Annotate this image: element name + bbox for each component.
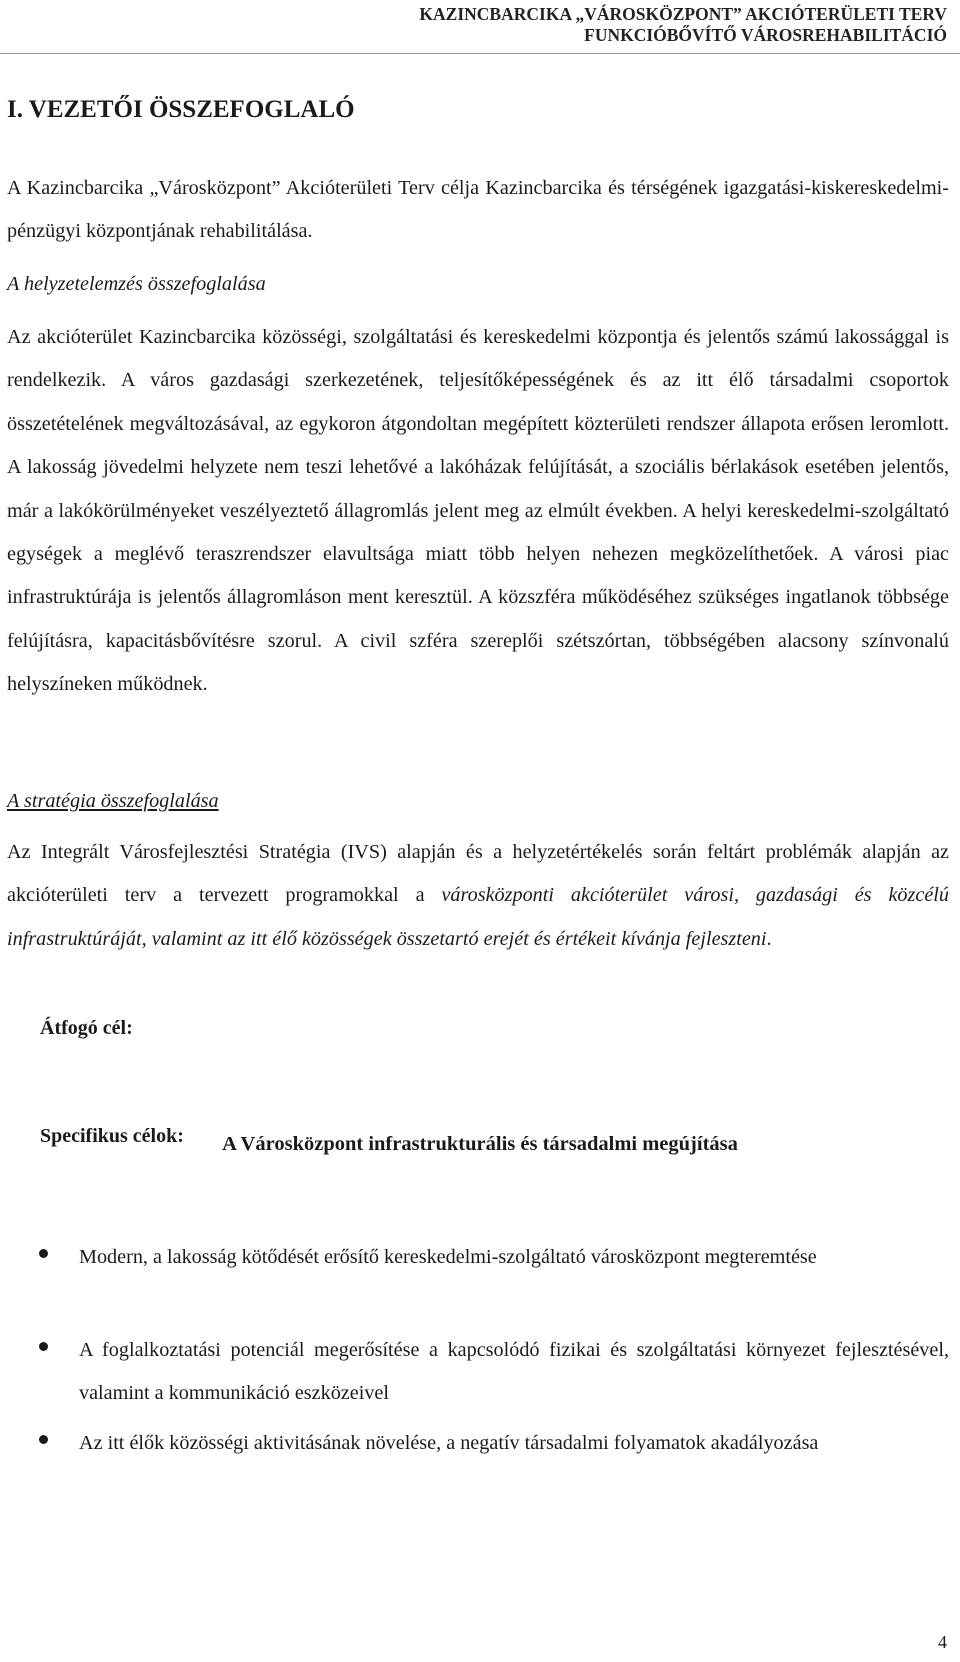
strategy-text: Az Integrált Városfejlesztési Stratégia (IVS) alapján és a helyzetértékelés során feltárt problémák alapján az akcióterületi terv a tervezett programokkal a bbox=[7, 841, 949, 907]
header-line-2: FUNKCIÓBŐVÍTŐ VÁROSREHABILITÁCIÓ bbox=[584, 25, 947, 45]
bullet-icon bbox=[39, 1435, 48, 1444]
list-item-text: A foglalkoztatási potenciál megerősítése a kapcsolódó fizikai és szolgáltatási környezet fejlesztésével, valamint a kommunikáció eszközeivel bbox=[79, 1339, 949, 1405]
bullet-icon bbox=[39, 1342, 48, 1351]
header-divider bbox=[0, 53, 960, 54]
specific-goals-label: Specifikus célok: bbox=[40, 1125, 184, 1147]
intro-paragraph: A Kazincbarcika „Városközpont” Akcióterületi Terv célja Kazincbarcika és térségének igazgatási-kiskereskedelmi-pénzügyi központjának rehabilitálása. bbox=[7, 177, 949, 243]
overall-goal-text: A Városközpont infrastrukturális és társadalmi megújítása bbox=[222, 1133, 738, 1155]
strategy-heading: A stratégia összefoglalása bbox=[7, 790, 219, 812]
list-item-text: Az itt élők közösségi aktivitásának növelése, a negatív társadalmi folyamatok akadályozása bbox=[79, 1432, 819, 1454]
strategy-paragraph bbox=[7, 831, 949, 961]
list-item-text: Modern, a lakosság kötődését erősítő kereskedelmi-szolgáltató városközpont megteremtése bbox=[79, 1246, 817, 1268]
overall-goal-label: Átfogó cél: bbox=[40, 1017, 133, 1039]
strategy-text-end: . bbox=[766, 927, 772, 950]
header-line-1: KAZINCBARCIKA „VÁROSKÖZPONT” AKCIÓTERÜLETI TERV bbox=[419, 4, 947, 24]
bullet-icon bbox=[39, 1249, 48, 1258]
situation-paragraph: Az akcióterület Kazincbarcika közösségi, szolgáltatási és kereskedelmi központja és jelentős számú lakossággal is rendelkezik. A város gazdasági szerkezetének, teljesítőképességének és az itt élő társadalmi csoportok összetételének megváltozásával, az egykoron átgondoltan megépített közterületi rendszer állapota erősen leromlott. A lakosság jövedelmi helyzete nem teszi lehetővé a lakóházak felújítását, a szociális bérlakások esetében jelentős, már a lakókörülményeket veszélyeztető állagromlás jelent meg az elmúlt években. A helyi kereskedelmi-szolgáltató egységek a meglévő teraszrendszer elavultsága miatt több helyen nehezen megközelíthetőek. A városi piac infrastruktúrája is jelentős állagromláson ment keresztül. A közszféra működéséhez szükséges ingatlanok többsége felújításra, kapacitásbővítésre szorul. A civil szféra szereplői szétszórtan, többségében alacsony színvonalú helyszíneken működnek. bbox=[7, 326, 949, 696]
page-number: 4 bbox=[938, 1632, 947, 1652]
running-header bbox=[247, 4, 947, 46]
section-title: I. VEZETŐI ÖSSZEFOGLALÓ bbox=[7, 96, 355, 123]
situation-heading: A helyzetelemzés összefoglalása bbox=[7, 273, 266, 295]
strategy-italic-text: városközponti akcióterület városi, gazdasági és közcélú infrastruktúráját, valamint az itt élő közösségek összetartó erejét és értékeit kívánja fejleszteni bbox=[7, 884, 949, 950]
